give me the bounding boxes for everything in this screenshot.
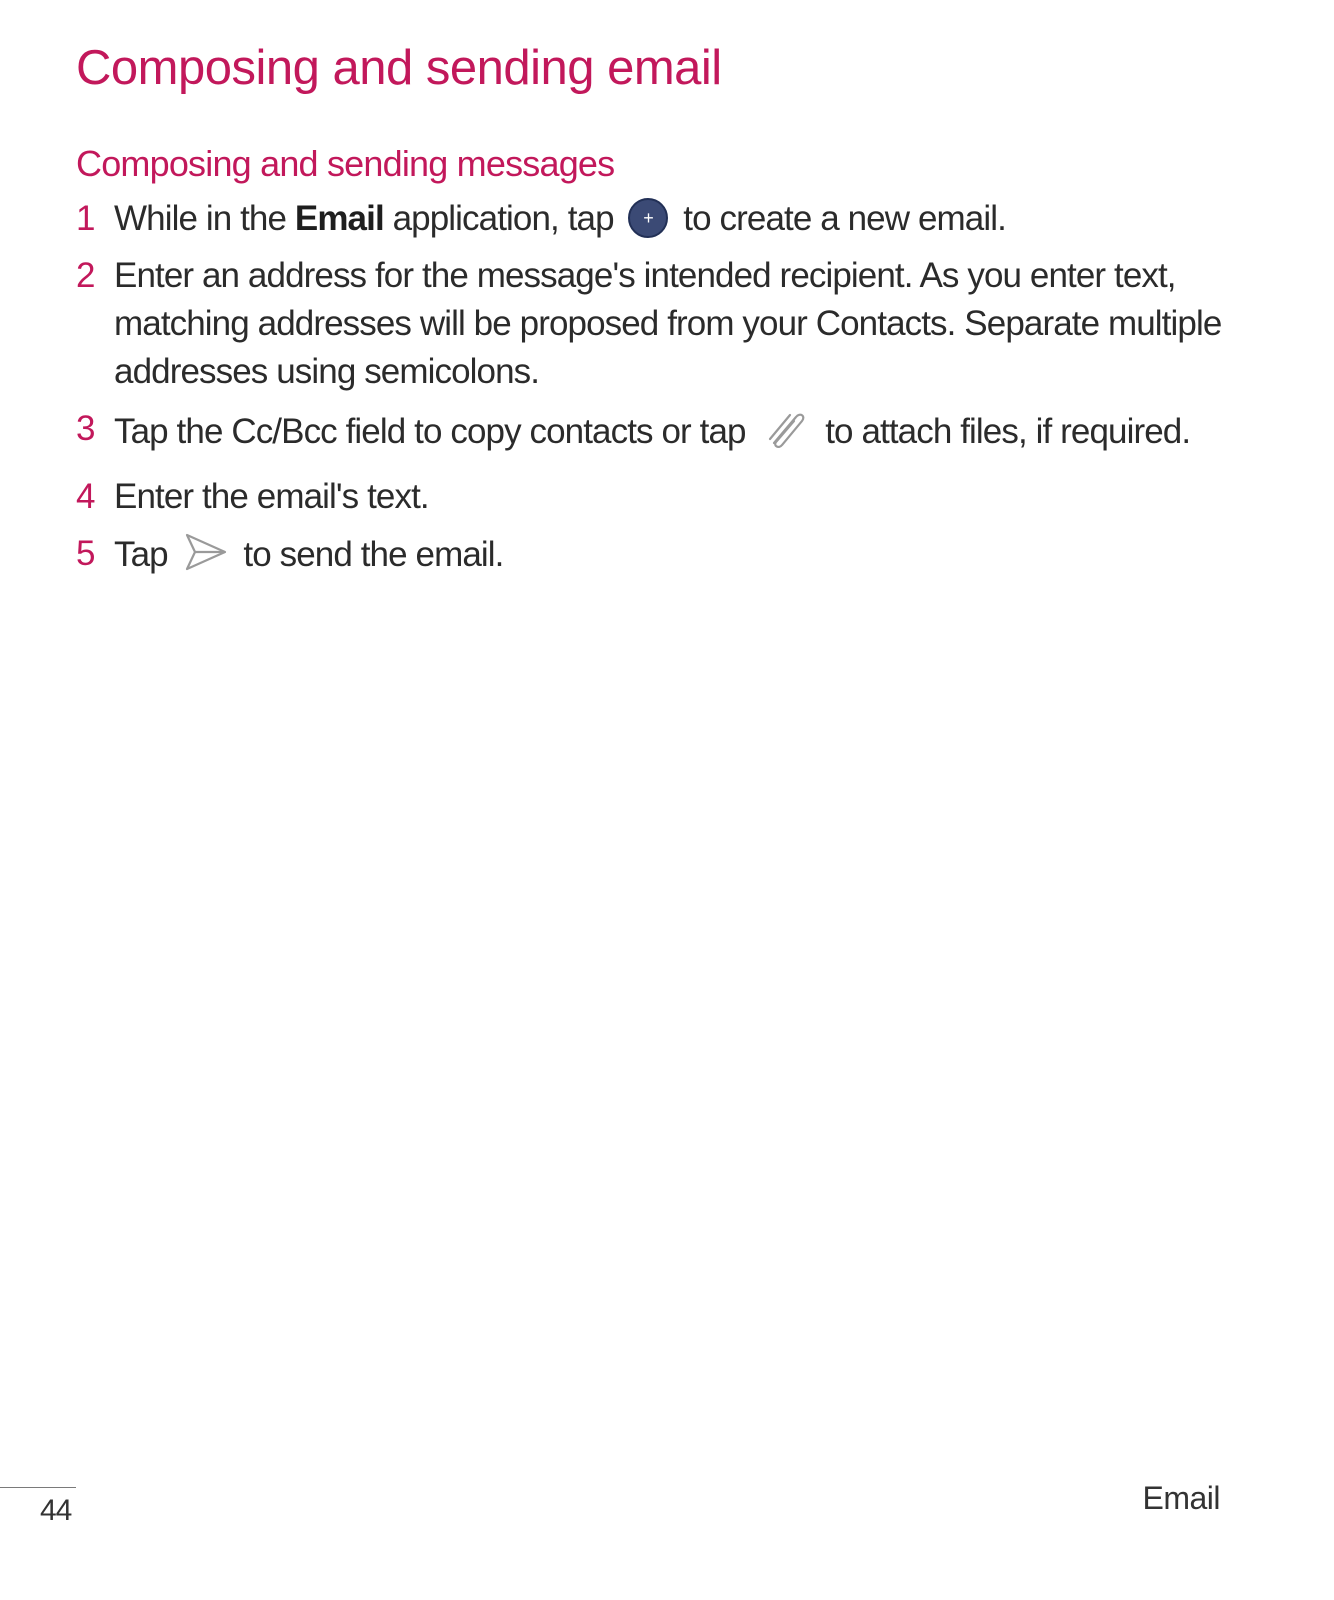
step-text xyxy=(114,530,1256,587)
email-app-name: Email xyxy=(294,199,384,238)
footer-divider xyxy=(0,1487,76,1488)
step-number: 1 xyxy=(76,199,95,238)
step-text-pre: While in the xyxy=(114,199,295,238)
page-title: Composing and sending email xyxy=(76,41,722,95)
footer-section-label: Email xyxy=(1142,1480,1220,1516)
step-text-post: to attach files, if required. xyxy=(816,412,1191,451)
send-icon xyxy=(183,530,229,587)
step-5 xyxy=(76,530,1256,587)
step-number: 3 xyxy=(76,409,95,448)
step-text: Enter an address for the message's intended recipient. As you enter text, matching addresses will be proposed from your Contacts. Separate multiple addresses using semicolons. xyxy=(114,256,1222,391)
step-4 xyxy=(76,473,1256,521)
step-1 xyxy=(76,195,1256,243)
step-text-pre: Tap xyxy=(114,535,177,574)
section-heading: Composing and sending messages xyxy=(76,143,615,184)
step-number: 4 xyxy=(76,477,95,516)
page-number: 44 xyxy=(40,1494,72,1527)
steps-list xyxy=(76,195,1256,596)
step-2 xyxy=(76,252,1256,396)
paperclip-icon xyxy=(760,405,810,464)
step-text-post: to create a new email. xyxy=(674,199,1006,238)
step-number: 2 xyxy=(76,256,95,295)
step-3 xyxy=(76,405,1256,464)
step-text-mid: application, tap xyxy=(383,199,623,238)
plus-glyph: + xyxy=(643,208,654,228)
step-text-post: to send the email. xyxy=(234,535,504,574)
step-text xyxy=(114,405,1256,464)
step-text: Enter the email's text. xyxy=(114,477,429,516)
step-text-pre: Tap the Cc/Bcc field to copy contacts or tap xyxy=(114,412,755,451)
step-text xyxy=(114,195,1256,243)
step-number: 5 xyxy=(76,534,95,573)
add-circle-icon xyxy=(628,198,668,238)
